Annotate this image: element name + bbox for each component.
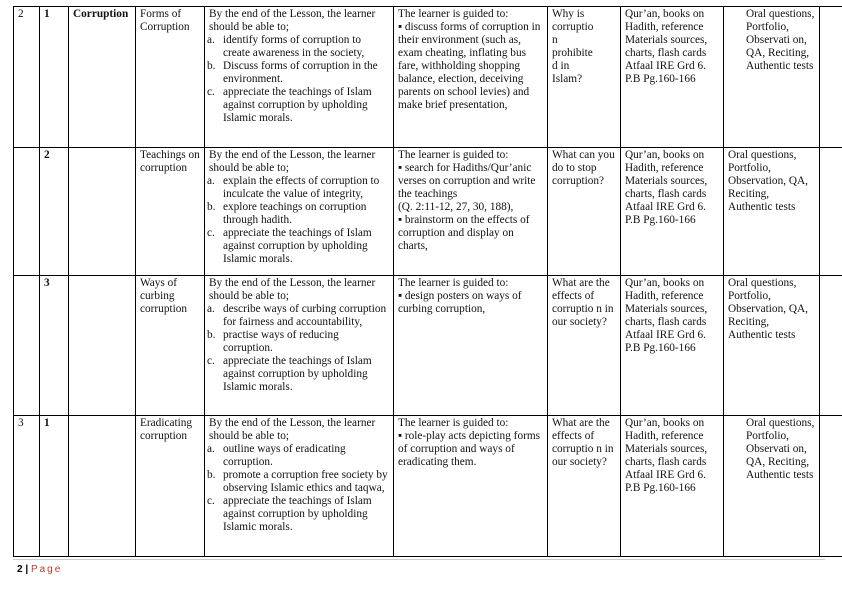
resources-cell: Qur’an, books on Hadith, reference Materials sources, charts, flash cards Atfaal IRE Grd 6. P.B Pg.160-166 bbox=[621, 148, 724, 276]
table-row bbox=[14, 276, 842, 416]
inquiry-question-cell: What are the effects of corruptio n in our society? bbox=[548, 276, 621, 416]
strand-cell bbox=[69, 276, 136, 416]
outcomes-intro: By the end of the Lesson, the learner should be able to; bbox=[209, 8, 376, 33]
assessment-cell: Oral questions, Portfolio, Observati on, QA, Reciting, Authentic tests bbox=[724, 416, 820, 557]
outcome-text: appreciate the teachings of Islam against corruption by upholding Islamic morals. bbox=[223, 227, 372, 265]
learning-experiences-cell: The learner is guided to: ▪ design posters on ways of curbing corruption, bbox=[394, 276, 548, 416]
inquiry-question-cell: What are the effects of corruptio n in our society? bbox=[548, 416, 621, 557]
lesson-cell: 1 bbox=[40, 7, 69, 148]
outcome-text: appreciate the teachings of Islam against corruption by upholding Islamic morals. bbox=[223, 495, 372, 533]
outcome-letter: b. bbox=[207, 60, 216, 72]
table-row bbox=[14, 7, 842, 148]
outcome-letter: c. bbox=[207, 355, 215, 367]
outcome-text: explain the effects of corruption to inculcate the value of integrity, bbox=[223, 175, 380, 200]
strand-cell: Corruption bbox=[69, 7, 136, 148]
resources-cell: Qur’an, books on Hadith, reference Materials sources, charts, flash cards Atfaal IRE Grd 6. P.B Pg.160-166 bbox=[621, 7, 724, 148]
page-number: 2 bbox=[17, 564, 23, 575]
table-row bbox=[14, 416, 842, 557]
outcomes-intro: By the end of the Lesson, the learner should be able to; bbox=[209, 417, 376, 442]
outcomes-intro: By the end of the Lesson, the learner should be able to; bbox=[209, 277, 376, 302]
outcome-letter: a. bbox=[207, 303, 215, 315]
outcome-item bbox=[209, 355, 389, 394]
outcome-item bbox=[209, 201, 389, 227]
outcome-letter: c. bbox=[207, 86, 215, 98]
outcome-text: appreciate the teachings of Islam against corruption by upholding Islamic morals. bbox=[223, 86, 372, 124]
outcome-text: promote a corruption free society by observing Islamic ethics and taqwa, bbox=[223, 469, 388, 494]
outcome-text: appreciate the teachings of Islam against corruption by upholding Islamic morals. bbox=[223, 355, 372, 393]
outcome-item bbox=[209, 34, 389, 60]
outcome-item bbox=[209, 303, 389, 329]
outcome-letter: c. bbox=[207, 227, 215, 239]
outcome-text: Discuss forms of corruption in the environment. bbox=[223, 60, 378, 85]
outcome-letter: a. bbox=[207, 175, 215, 187]
page-label: Page bbox=[30, 564, 63, 575]
learning-outcomes-cell bbox=[205, 416, 394, 557]
reflection-cell bbox=[820, 148, 842, 276]
reflection-cell bbox=[820, 276, 842, 416]
sub-strand-cell: Forms of Corruption bbox=[136, 7, 205, 148]
scheme-of-work-table bbox=[13, 6, 842, 557]
learning-outcomes-cell bbox=[205, 148, 394, 276]
outcome-text: explore teachings on corruption through hadith. bbox=[223, 201, 367, 226]
outcome-letter: a. bbox=[207, 34, 215, 46]
reflection-cell bbox=[820, 7, 842, 148]
lesson-cell: 1 bbox=[40, 416, 69, 557]
outcome-item bbox=[209, 443, 389, 469]
outcome-item bbox=[209, 329, 389, 355]
outcome-letter: a. bbox=[207, 443, 215, 455]
footer-separator: | bbox=[25, 564, 29, 575]
outcome-letter: b. bbox=[207, 329, 216, 341]
sub-strand-cell: Teachings on corruption bbox=[136, 148, 205, 276]
outcome-item bbox=[209, 175, 389, 201]
sub-strand-cell: Eradicating corruption bbox=[136, 416, 205, 557]
outcome-item bbox=[209, 60, 389, 86]
outcome-item bbox=[209, 469, 389, 495]
resources-cell: Qur’an, books on Hadith, reference Materials sources, charts, flash cards Atfaal IRE Grd 6. P.B Pg.160-166 bbox=[621, 276, 724, 416]
reflection-cell bbox=[820, 416, 842, 557]
learning-experiences-cell: The learner is guided to: ▪ role-play acts depicting forms of corruption and ways of eradicating them. bbox=[394, 416, 548, 557]
lesson-cell: 2 bbox=[40, 148, 69, 276]
assessment-cell: Oral questions, Portfolio, Observati on, QA, Reciting, Authentic tests bbox=[724, 7, 820, 148]
inquiry-question-cell: Why is corruptio n prohibite d in Islam? bbox=[548, 7, 621, 148]
week-cell: 2 bbox=[14, 7, 40, 148]
resources-cell: Qur’an, books on Hadith, reference Materials sources, charts, flash cards Atfaal IRE Grd 6. P.B Pg.160-166 bbox=[621, 416, 724, 557]
outcome-text: identify forms of corruption to create awareness in the society, bbox=[223, 34, 365, 59]
week-cell: 3 bbox=[14, 416, 40, 557]
outcome-text: describe ways of curbing corruption for fairness and accountability, bbox=[223, 303, 387, 328]
outcome-item bbox=[209, 495, 389, 534]
assessment-cell: Oral questions, Portfolio, Observation, QA, Reciting, Authentic tests bbox=[724, 276, 820, 416]
outcome-text: practise ways of reducing corruption. bbox=[223, 329, 339, 354]
assessment-cell: Oral questions, Portfolio, Observation, QA, Reciting, Authentic tests bbox=[724, 148, 820, 276]
outcome-letter: c. bbox=[207, 495, 215, 507]
outcome-item bbox=[209, 227, 389, 266]
footer-rule bbox=[13, 559, 825, 560]
week-cell bbox=[14, 276, 40, 416]
learning-outcomes-cell bbox=[205, 276, 394, 416]
table-row bbox=[14, 148, 842, 276]
strand-cell bbox=[69, 416, 136, 557]
week-cell bbox=[14, 148, 40, 276]
learning-experiences-cell: The learner is guided to: ▪ discuss forms of corruption in their environment (such as, exam cheating, inflating bus fare, withholding shopping balance, election, deceiving parents on school levies) and make brief presentation, bbox=[394, 7, 548, 148]
lesson-cell: 3 bbox=[40, 276, 69, 416]
outcome-text: outline ways of eradicating corruption. bbox=[223, 443, 346, 468]
page-footer bbox=[17, 564, 62, 575]
learning-outcomes-cell bbox=[205, 7, 394, 148]
outcome-item bbox=[209, 86, 389, 125]
outcomes-intro: By the end of the Lesson, the learner should be able to; bbox=[209, 149, 376, 174]
learning-experiences-cell: The learner is guided to: ▪ search for Hadiths/Qur’anic verses on corruption and write the teachings (Q. 2:11-12, 27, 30, 188), ▪ brainstorm on the effects of corruption and display on charts, bbox=[394, 148, 548, 276]
outcome-letter: b. bbox=[207, 469, 216, 481]
inquiry-question-cell: What can you do to stop corruption? bbox=[548, 148, 621, 276]
sub-strand-cell: Ways of curbing corruption bbox=[136, 276, 205, 416]
strand-cell bbox=[69, 148, 136, 276]
outcome-letter: b. bbox=[207, 201, 216, 213]
